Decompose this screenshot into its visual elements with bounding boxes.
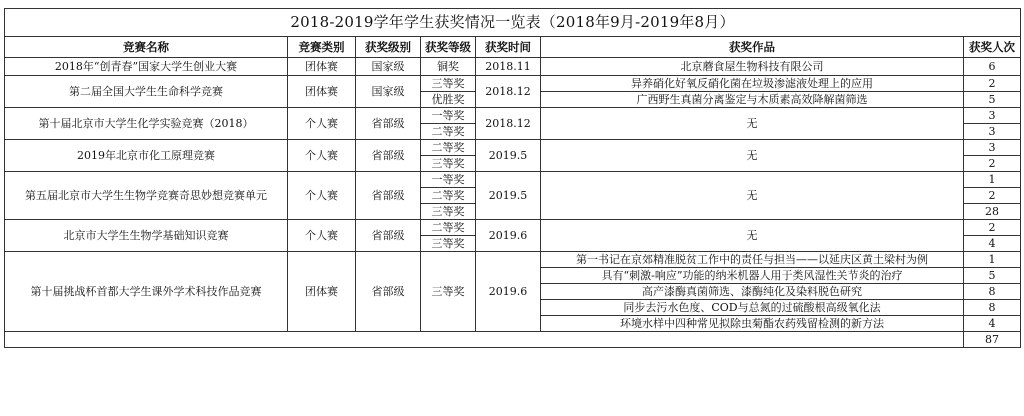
total-spacer <box>5 332 964 348</box>
award-grade: 优胜奖 <box>421 92 476 108</box>
award-time: 2018.12 <box>476 108 541 140</box>
table-row <box>5 220 1021 236</box>
competition-type: 个人赛 <box>288 108 356 140</box>
competition-name: 第二届全国大学生生命科学竞赛 <box>5 76 288 108</box>
award-count: 2 <box>964 156 1021 172</box>
total-row <box>5 332 1021 348</box>
award-grade: 铜奖 <box>421 58 476 76</box>
award-count: 2 <box>964 188 1021 204</box>
competition-type: 个人赛 <box>288 220 356 252</box>
award-work: 无 <box>541 220 964 252</box>
award-work: 异养硝化好氧反硝化菌在垃圾渗滤液处理上的应用 <box>541 76 964 92</box>
award-count: 8 <box>964 284 1021 300</box>
award-grade: 三等奖 <box>421 76 476 92</box>
award-work: 具有“刺激-响应”功能的纳米机器人用于类风湿性关节炎的治疗 <box>541 268 964 284</box>
competition-name: 2019年北京市化工原理竞赛 <box>5 140 288 172</box>
award-grade: 一等奖 <box>421 172 476 188</box>
award-grade: 二等奖 <box>421 220 476 236</box>
award-time: 2019.5 <box>476 172 541 220</box>
table-row <box>5 108 1021 124</box>
table-row <box>5 172 1021 188</box>
competition-name: 第五届北京市大学生生物学竞赛奇思妙想竞赛单元 <box>5 172 288 220</box>
award-time: 2018.12 <box>476 76 541 108</box>
header-level: 获奖级别 <box>356 37 421 58</box>
header-time: 获奖时间 <box>476 37 541 58</box>
award-time: 2019.5 <box>476 140 541 172</box>
header-grade: 获奖等级 <box>421 37 476 58</box>
award-grade: 二等奖 <box>421 188 476 204</box>
table-row <box>5 252 1021 268</box>
award-grade: 三等奖 <box>421 156 476 172</box>
award-grade: 三等奖 <box>421 236 476 252</box>
award-work: 广西野生真菌分离鉴定与木质素高效降解菌筛选 <box>541 92 964 108</box>
award-work: 第一书记在京郊精准脱贫工作中的责任与担当——以延庆区黄土梁村为例 <box>541 252 964 268</box>
award-work: 无 <box>541 108 964 140</box>
award-count: 6 <box>964 58 1021 76</box>
award-time: 2018.11 <box>476 58 541 76</box>
competition-name: 2018年“创青春”国家大学生创业大赛 <box>5 58 288 76</box>
award-level: 国家级 <box>356 76 421 108</box>
header-count: 获奖人次 <box>964 37 1021 58</box>
award-level: 省部级 <box>356 140 421 172</box>
awards-table <box>4 8 1021 348</box>
competition-type: 个人赛 <box>288 172 356 220</box>
award-count: 5 <box>964 92 1021 108</box>
award-count: 28 <box>964 204 1021 220</box>
award-count: 3 <box>964 140 1021 156</box>
award-level: 省部级 <box>356 108 421 140</box>
award-work: 环境水样中四种常见拟除虫菊酯农药残留检测的新方法 <box>541 316 964 332</box>
header-type: 竞赛类别 <box>288 37 356 58</box>
award-count: 1 <box>964 252 1021 268</box>
competition-type: 团体赛 <box>288 76 356 108</box>
award-grade: 二等奖 <box>421 140 476 156</box>
award-count: 2 <box>964 76 1021 92</box>
competition-type: 团体赛 <box>288 252 356 332</box>
award-count: 2 <box>964 220 1021 236</box>
table-row <box>5 140 1021 156</box>
award-work: 无 <box>541 140 964 172</box>
award-count: 3 <box>964 108 1021 124</box>
competition-type: 团体赛 <box>288 58 356 76</box>
award-grade: 二等奖 <box>421 124 476 140</box>
award-count: 3 <box>964 124 1021 140</box>
award-count: 4 <box>964 316 1021 332</box>
table-row <box>5 76 1021 92</box>
award-count: 1 <box>964 172 1021 188</box>
award-level: 国家级 <box>356 58 421 76</box>
competition-type: 个人赛 <box>288 140 356 172</box>
competition-name: 第十届北京市大学生化学实验竞赛（2018） <box>5 108 288 140</box>
award-work: 同步去污水色度、COD与总氮的过硫酸根高级氧化法 <box>541 300 964 316</box>
award-work: 无 <box>541 172 964 220</box>
total-count: 87 <box>964 332 1021 348</box>
award-count: 4 <box>964 236 1021 252</box>
table-title: 2018-2019学年学生获奖情况一览表（2018年9月-2019年8月） <box>5 9 1021 37</box>
award-work: 北京蘑食屋生物科技有限公司 <box>541 58 964 76</box>
table-row <box>5 58 1021 76</box>
award-level: 省部级 <box>356 172 421 220</box>
award-work: 高产漆酶真菌筛选、漆酶纯化及染料脱色研究 <box>541 284 964 300</box>
award-time: 2019.6 <box>476 252 541 332</box>
award-grade: 一等奖 <box>421 108 476 124</box>
competition-name: 第十届挑战杯首都大学生课外学术科技作品竞赛 <box>5 252 288 332</box>
competition-name: 北京市大学生生物学基础知识竞赛 <box>5 220 288 252</box>
header-row <box>5 37 1021 58</box>
header-work: 获奖作品 <box>541 37 964 58</box>
award-count: 5 <box>964 268 1021 284</box>
award-time: 2019.6 <box>476 220 541 252</box>
award-level: 省部级 <box>356 220 421 252</box>
award-level: 省部级 <box>356 252 421 332</box>
award-count: 8 <box>964 300 1021 316</box>
award-grade: 三等奖 <box>421 252 476 332</box>
award-grade: 三等奖 <box>421 204 476 220</box>
header-name: 竞赛名称 <box>5 37 288 58</box>
